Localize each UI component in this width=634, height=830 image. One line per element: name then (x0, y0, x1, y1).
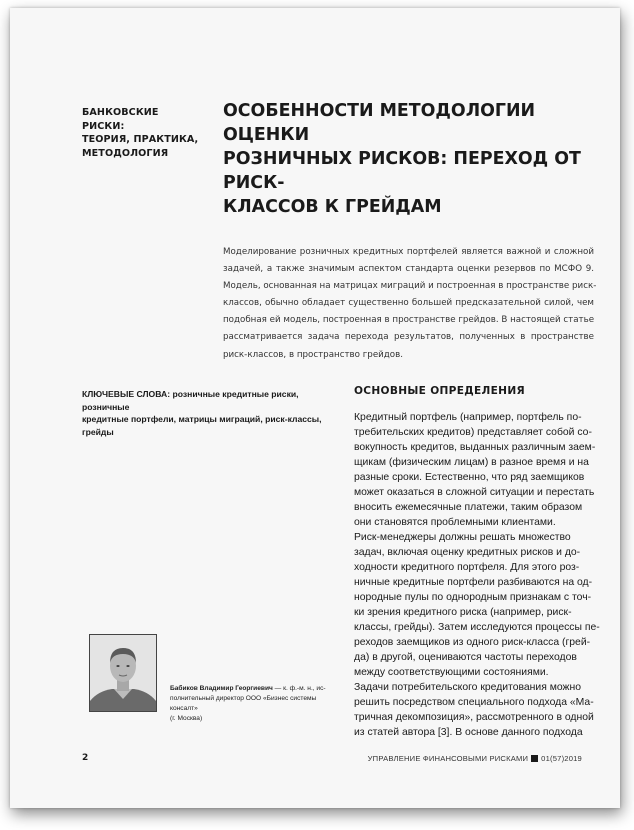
body-column (354, 410, 599, 740)
text-line: задач, включая оценку кредитных рисков и до- (354, 547, 581, 558)
author-caption (170, 684, 340, 724)
text-line: вокупность кредитов, выданных различным заем- (354, 442, 596, 453)
abstract-line: риск-классов, в пространство грейдов. (223, 349, 404, 360)
section-heading: ОСНОВНЫЕ ОПРЕДЕЛЕНИЯ (354, 385, 525, 397)
text-line: требительских кредитов) представляет собой со- (354, 427, 592, 438)
text-line: нородные пулы по однородным признакам с точ- (354, 592, 592, 603)
keywords: КЛЮЧЕВЫЕ СЛОВА: розничные кредитные риски, розничные кредитные портфели, матрицы миграций, риск-классы, грейды (82, 389, 322, 437)
paragraph-2 (354, 530, 599, 680)
text-line: да) в другой, оцениваются частоты переходов (354, 652, 577, 663)
author-name: Бабиков Владимир Георгиевич (170, 685, 273, 692)
text-line: вносить ежемесячные платежи, таким образом (354, 502, 583, 513)
abstract-line: классов, обычно обладает существенно большей предсказательной силой, чем (223, 298, 594, 309)
text-line: Риск-менеджеры должны решать множество (354, 532, 571, 543)
journal-issue: 01(57)2019 (541, 754, 582, 763)
author-portrait-icon (90, 635, 156, 711)
abstract-line: рассматривается задача перехода результатов, полученных в пространстве (223, 332, 594, 343)
text-line: классы, грейды). Затем исследуются процессы пе- (354, 622, 600, 633)
paragraph-3 (354, 680, 599, 740)
text-line: они становятся проблемными клиентами. (354, 517, 556, 528)
author-photo (89, 634, 157, 712)
text-line: между соответствующими состояниями. (354, 667, 549, 678)
section-rubric: БАНКОВСКИЕ РИСКИ: ТЕОРИЯ, ПРАКТИКА, МЕТОДОЛОГИЯ (82, 107, 199, 159)
text-line: щикам (физическим лицам) в разное время и на (354, 457, 589, 468)
text-line: Кредитный портфель (например, портфель по- (354, 412, 582, 423)
abstract-line: Моделирование розничных кредитных портфелей является важной и сложной (223, 247, 594, 257)
text-line: ничные кредитные портфели разбиваются на од- (354, 577, 593, 588)
abstract-line: Модель, основанная на матрицах миграций и построенная в пространстве риск- (223, 281, 597, 292)
text-line: может оказаться в сложной ситуации и перестать (354, 487, 595, 498)
journal-page (10, 8, 620, 808)
paragraph-1 (354, 410, 599, 530)
author-details: — к. ф.-м. н., ис- полнительный директор ООО «Бизнес системы консалт» (г. Москва) (170, 685, 326, 722)
text-line: Задачи потребительского кредитования можно (354, 682, 581, 693)
text-line: тричная декомпозиция», рассмотренного в одной (354, 712, 594, 723)
text-line: реходов заемщиков из одного риск-класса (грей- (354, 637, 591, 648)
black-square-icon (531, 755, 538, 762)
text-line: ходности кредитного портфеля. Для этого роз- (354, 562, 580, 573)
text-line: решить посредством специального подхода «Ма- (354, 697, 594, 708)
text-line: разные сроки. Естественно, что ряд заемщиков (354, 472, 585, 483)
abstract-line: подобная ей модель, построенная в пространстве грейдов. В настоящей статье (223, 315, 595, 326)
journal-footer (368, 754, 582, 763)
page-number: 2 (82, 753, 89, 763)
article-abstract (223, 244, 597, 364)
text-line: из статей автора [3]. В основе данного подхода (354, 727, 583, 738)
article-title: ОСОБЕННОСТИ МЕТОДОЛОГИИ ОЦЕНКИ РОЗНИЧНЫХ РИСКОВ: ПЕРЕХОД ОТ РИСК- КЛАССОВ К ГРЕЙДАМ (223, 101, 581, 217)
abstract-line: задачей, а также значимым аспектом стандарта оценки резервов по МСФО 9. (223, 264, 594, 275)
journal-name: УПРАВЛЕНИЕ ФИНАНСОВЫМИ РИСКАМИ (367, 754, 529, 763)
text-line: ки зрения кредитного риска (например, риск- (354, 607, 572, 618)
